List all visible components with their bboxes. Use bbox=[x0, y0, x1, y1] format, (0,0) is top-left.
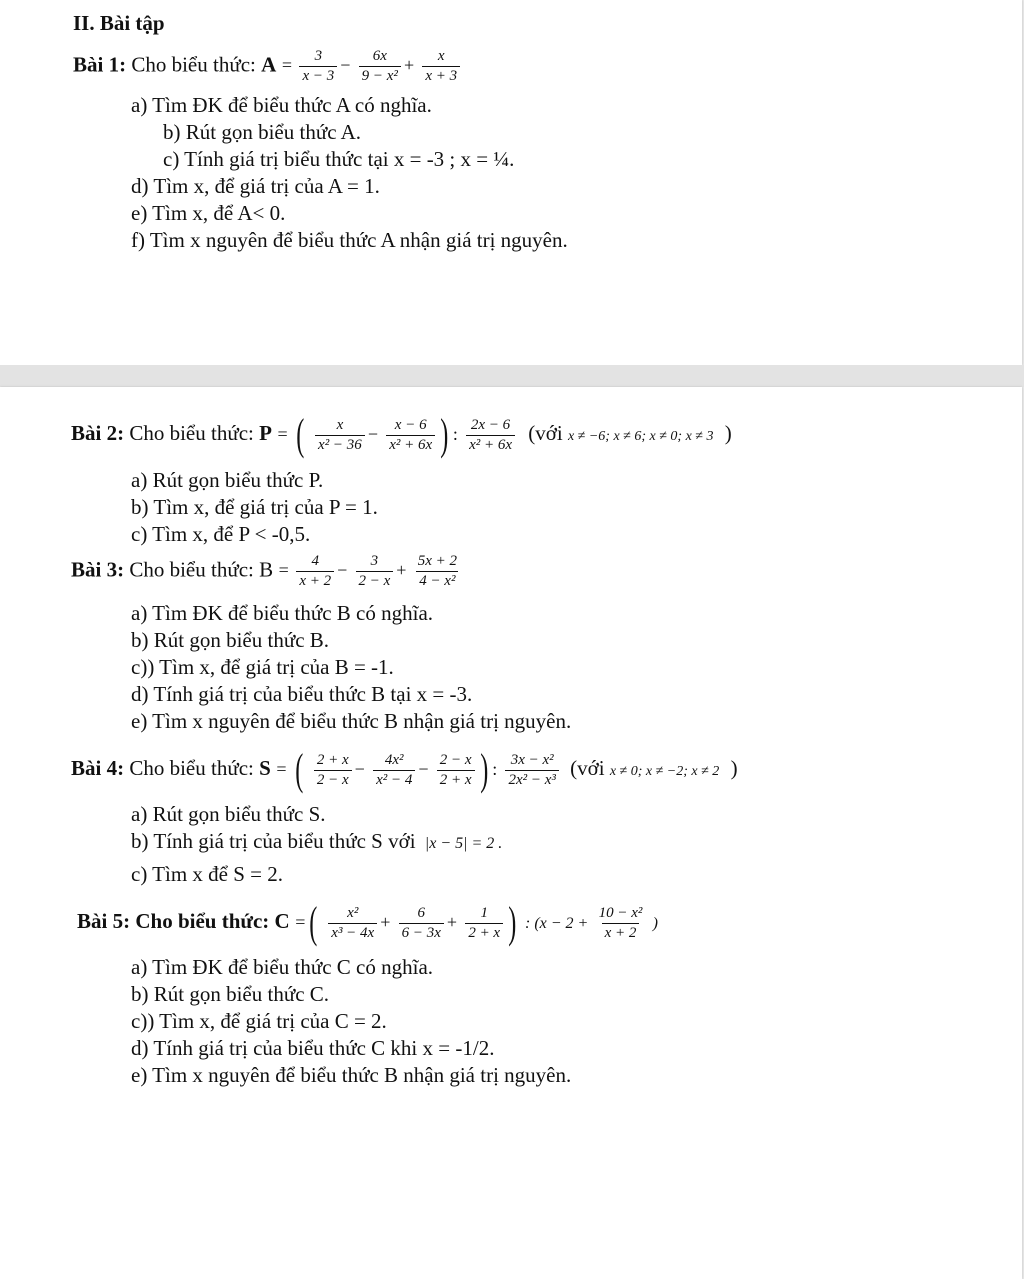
bai2-item-b: b) Tìm x, để giá trị của P = 1. bbox=[131, 495, 378, 519]
bai5-statement: Bài 5: Cho biểu thức: C =( $\frac{\text{x²}}{\text{x³ − 4x}}$ + $\frac{6}{6 - 3x}$ + $\frac{1}{2 + x}$ ) : (x − 2 + $\frac{\text{10 − x²}}{x + 2}$ ) bbox=[77, 898, 658, 947]
bai1-item-d: d) Tìm x, để giá trị của A = 1. bbox=[131, 174, 380, 198]
bai4-frac-4: $\frac{\text{3x − x²}}{\text{2x² − x³}}$ bbox=[505, 752, 558, 789]
bai4-frac-3: $\frac{2 - x}{2 + x}$ bbox=[437, 752, 475, 789]
page-gap bbox=[0, 365, 1024, 387]
bai5-frac-4: $\frac{\text{10 − x²}}{x + 2}$ bbox=[598, 904, 643, 941]
bai5-label: Bài 5: bbox=[77, 908, 131, 933]
bai1-item-a: a) Tìm ĐK để biểu thức A có nghĩa. bbox=[131, 93, 432, 117]
bai3-item-c: c)) Tìm x, để giá trị của B = -1. bbox=[131, 655, 394, 679]
bai1-item-b: b) Rút gọn biểu thức A. bbox=[163, 120, 362, 144]
bai4-cond-prefix: (với bbox=[570, 755, 605, 780]
bai5-frac-2: $\frac{6}{6 - 3x}$ bbox=[399, 905, 444, 942]
bai5-tail-suffix: ) bbox=[652, 914, 658, 932]
bai2-statement: Bài 2: Cho biểu thức: P = ( $\frac{x}{\text{x² − 36}}$ − $\frac{x - 6}{\text{x² + 6x}}$ ) : $\frac{2x - 6}{\text{x² + 6x}}$ (với x ≠ −6; x ≠ 6; x ≠ 0; x ≠ 3 ) bbox=[71, 410, 732, 459]
bai5-tail-prefix: : (x − 2 + bbox=[525, 914, 589, 932]
bai2-cond-suffix: ) bbox=[724, 420, 732, 445]
bai4-frac-1: $\frac{2 + x}{2 - x}$ bbox=[314, 752, 352, 789]
bai4-intro: Cho biểu thức: bbox=[129, 755, 254, 780]
bai4-cond-suffix: ) bbox=[730, 755, 738, 780]
bai1-frac-1: $\frac{3}{x - 3}$ bbox=[299, 48, 337, 85]
bai3-var: B bbox=[259, 557, 274, 582]
bai1-item-f: f) Tìm x nguyên để biểu thức A nhận giá trị nguyên. bbox=[131, 228, 568, 252]
bai3-item-d: d) Tính giá trị của biểu thức B tại x = -3. bbox=[131, 682, 473, 706]
page-1 bbox=[0, 0, 1022, 365]
bai1-intro: Cho biểu thức: bbox=[131, 52, 256, 77]
bai4-label: Bài 4: bbox=[71, 755, 125, 780]
bai4-var: S bbox=[259, 755, 271, 780]
bai3-item-e: e) Tìm x nguyên để biểu thức B nhận giá trị nguyên. bbox=[131, 709, 572, 733]
bai3-item-a: a) Tìm ĐK để biểu thức B có nghĩa. bbox=[131, 601, 434, 625]
bai2-cond-prefix: (với bbox=[528, 420, 563, 445]
bai5-frac-1: $\frac{\text{x²}}{\text{x³ − 4x}}$ bbox=[328, 905, 377, 942]
bai2-intro: Cho biểu thức: bbox=[129, 420, 254, 445]
bai4-item-a: a) Rút gọn biểu thức S. bbox=[131, 802, 326, 826]
bai3-frac-2: $\frac{3}{2 - x}$ bbox=[356, 553, 394, 590]
page-2 bbox=[0, 387, 1022, 1279]
bai4-item-b-text: b) Tính giá trị của biểu thức S với bbox=[131, 829, 416, 853]
bai4-item-c: c) Tìm x để S = 2. bbox=[131, 862, 284, 886]
bai3-frac-1: $\frac{4}{x + 2}$ bbox=[296, 553, 334, 590]
bai1-label: Bài 1: bbox=[73, 52, 127, 77]
bai2-item-c: c) Tìm x, để P < -0,5. bbox=[131, 522, 311, 546]
bai5-item-a: a) Tìm ĐK để biểu thức C có nghĩa. bbox=[131, 955, 434, 979]
bai4-abs-expr: |x − 5| = 2 . bbox=[424, 835, 503, 852]
bai1-statement: Bài 1: Cho biểu thức: A = $\frac{3}{x - 3}$ − $\frac{6x}{\text{9 − x²}}$ + $\frac{x}{x + 3}$ bbox=[73, 48, 462, 85]
bai1-item-c: c) Tính giá trị biểu thức tại x = -3 ; x = ¼. bbox=[163, 147, 515, 171]
bai4-statement: Bài 4: Cho biểu thức: S = ( $\frac{2 + x}{2 - x}$ − $\frac{\text{4x²}}{\text{x² − 4}}$ − $\frac{2 - x}{2 + x}$ ) : $\frac{\text{3x − x²}}{\text{2x² − x³}}$ (với x ≠ 0; x ≠ −2; x ≠ 2 ) bbox=[71, 745, 738, 794]
bai1-frac-3: $\frac{x}{x + 3}$ bbox=[422, 48, 460, 85]
bai3-item-b: b) Rút gọn biểu thức B. bbox=[131, 628, 330, 652]
bai1-item-e: e) Tìm x, để A< 0. bbox=[131, 201, 286, 225]
bai1-var: A bbox=[261, 52, 277, 77]
bai1-frac-2: $\frac{6x}{\text{9 − x²}}$ bbox=[359, 48, 401, 85]
bai5-item-c: c)) Tìm x, để giá trị của C = 2. bbox=[131, 1009, 387, 1033]
bai3-intro: Cho biểu thức: bbox=[129, 557, 254, 582]
bai5-item-d: d) Tính giá trị của biểu thức C khi x = -1/2. bbox=[131, 1036, 495, 1060]
bai2-frac-1: $\frac{x}{\text{x² − 36}}$ bbox=[315, 417, 365, 454]
bai2-frac-3: $\frac{2x - 6}{\text{x² + 6x}}$ bbox=[466, 417, 515, 454]
bai3-label: Bài 3: bbox=[71, 557, 125, 582]
section-title: II. Bài tập bbox=[73, 11, 165, 35]
bai4-frac-2: $\frac{\text{4x²}}{\text{x² − 4}}$ bbox=[373, 752, 415, 789]
bai5-frac-3: $\frac{1}{2 + x}$ bbox=[465, 905, 503, 942]
bai2-item-a: a) Rút gọn biểu thức P. bbox=[131, 468, 324, 492]
bai5-item-e: e) Tìm x nguyên để biểu thức B nhận giá trị nguyên. bbox=[131, 1063, 572, 1087]
bai2-var: P bbox=[259, 420, 272, 445]
bai3-statement: Bài 3: Cho biểu thức: B = $\frac{4}{x + 2}$ − $\frac{3}{2 - x}$ + $\frac{5x + 2}{\text{4 − x²}}$ bbox=[71, 553, 462, 590]
bai5-var: C bbox=[274, 908, 290, 933]
bai5-item-b: b) Rút gọn biểu thức C. bbox=[131, 982, 330, 1006]
bai2-condition: x ≠ −6; x ≠ 6; x ≠ 0; x ≠ 3 bbox=[567, 428, 714, 444]
bai4-condition: x ≠ 0; x ≠ −2; x ≠ 2 bbox=[609, 763, 720, 779]
bai5-intro: Cho biểu thức: bbox=[135, 908, 270, 933]
bai2-label: Bài 2: bbox=[71, 420, 125, 445]
bai3-frac-3: $\frac{5x + 2}{\text{4 − x²}}$ bbox=[417, 553, 457, 589]
bai4-item-b bbox=[131, 828, 502, 857]
bai2-frac-2: $\frac{x - 6}{\text{x² + 6x}}$ bbox=[386, 417, 435, 454]
